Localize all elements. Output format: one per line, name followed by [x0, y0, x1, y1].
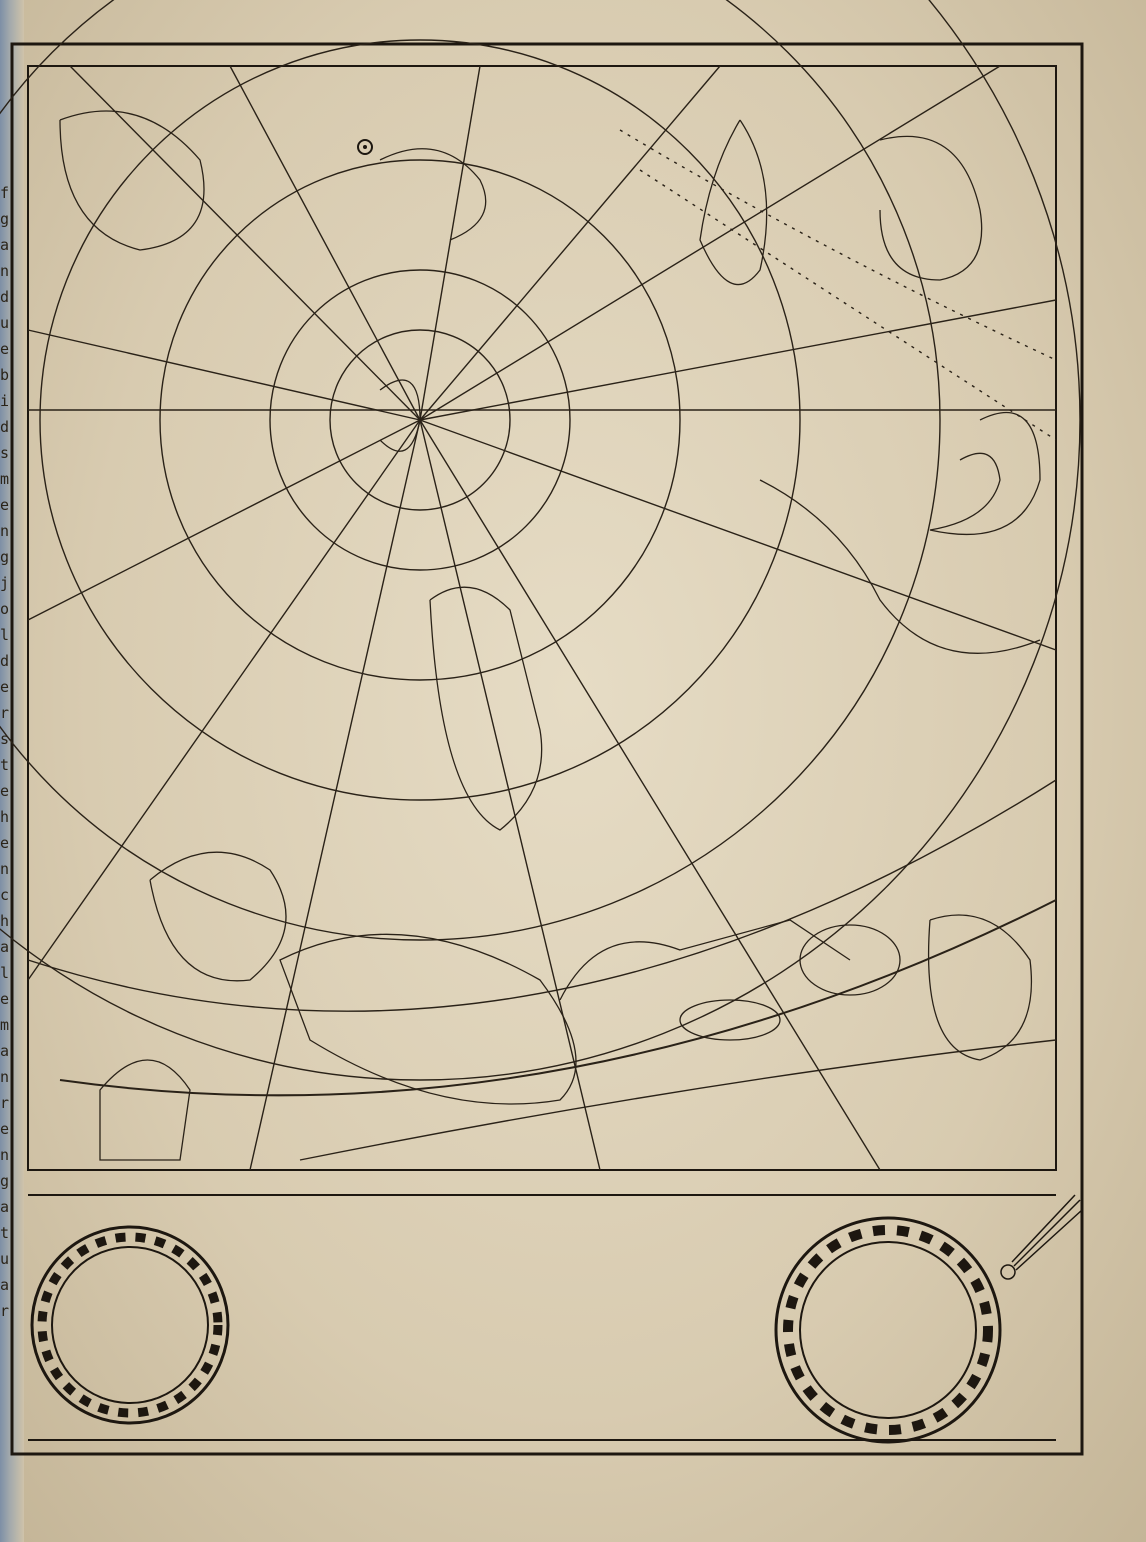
- plate-border: [12, 44, 1082, 1454]
- planet-disk-2: [776, 1218, 1000, 1442]
- comet-icon: [1001, 1195, 1082, 1279]
- planet-disk-1: [32, 1227, 228, 1423]
- facing-page-text-edge: f g a n d u e b i d s m e n g j o l d e r s t e h e n c h a l e m a n r e n g a t u a r: [0, 184, 10, 1320]
